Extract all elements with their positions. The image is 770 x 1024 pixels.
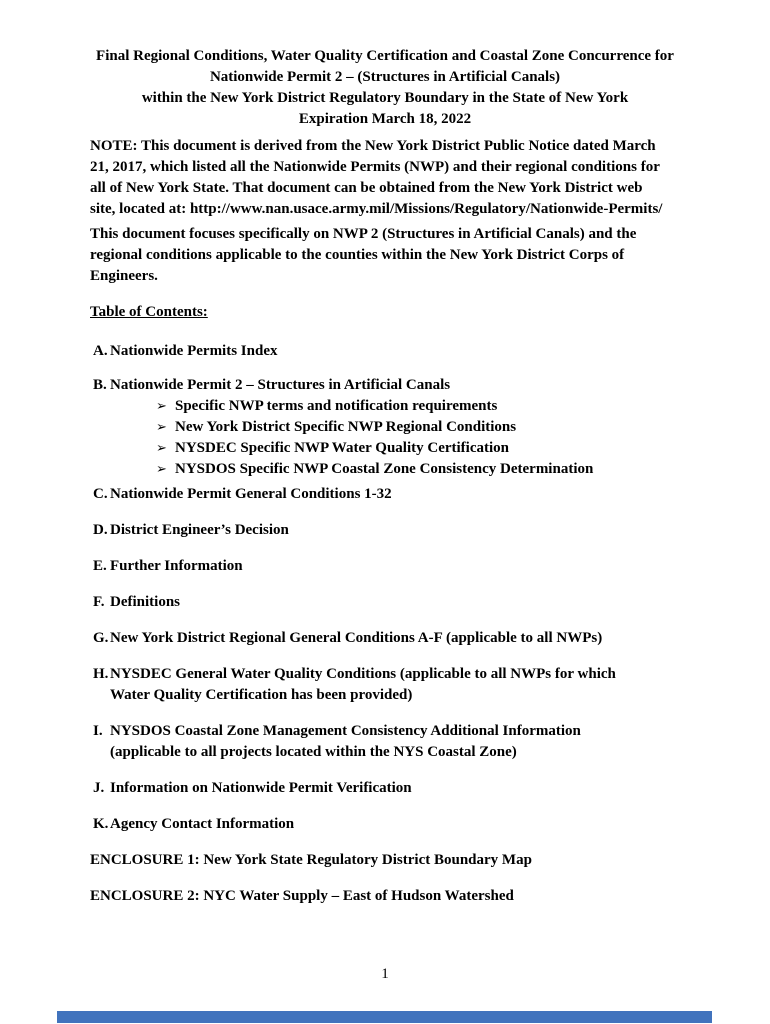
toc-item-label: B.: [93, 377, 107, 393]
toc-item-text: [110, 664, 616, 706]
toc-item-text: District Engineer’s Decision: [110, 522, 289, 538]
note-paragraph: [90, 136, 690, 220]
toc-item-text: Nationwide Permit 2 – Structures in Artificial Canals: [110, 377, 451, 393]
toc-item: [93, 484, 690, 505]
toc-sub-item: [156, 459, 690, 480]
focus-line: Engineers.: [90, 268, 158, 284]
toc-item-label: J.: [93, 780, 105, 796]
focus-line: regional conditions applicable to the counties within the New York District Corps of: [90, 247, 625, 263]
arrow-bullet-icon: ➢: [156, 420, 167, 435]
toc-item: [93, 556, 690, 577]
toc-item-group: [90, 375, 690, 480]
toc-item-text: Agency Contact Information: [110, 816, 295, 832]
arrow-bullet-icon: ➢: [156, 441, 167, 456]
title-line: Nationwide Permit 2 – (Structures in Artificial Canals): [209, 69, 561, 85]
toc-heading: Table of Contents:: [90, 304, 208, 320]
toc-item-text-line: NYSDEC General Water Quality Conditions (applicable to all NWPs for which: [110, 666, 616, 682]
title-line: Expiration March 18, 2022: [298, 111, 472, 127]
focus-paragraph: [90, 224, 690, 287]
toc-item-text: Further Information: [110, 558, 243, 574]
note-line: site, located at: http://www.nan.usace.army.mil/Missions/Regulatory/Nationwide-Permits/: [90, 201, 663, 217]
toc-item: [93, 520, 690, 541]
document-body: [90, 136, 690, 907]
toc-item-text-line: (applicable to all projects located within the NYS Coastal Zone): [110, 744, 517, 760]
toc-item: [93, 778, 690, 799]
toc-item-text-line: Water Quality Certification has been provided): [110, 687, 413, 703]
toc-item: [93, 721, 690, 763]
toc-sub-item-text: NYSDOS Specific NWP Coastal Zone Consistency Determination: [175, 461, 594, 477]
document-title: [0, 46, 770, 130]
toc-item: [93, 628, 690, 649]
page-number: 1: [381, 966, 389, 982]
title-line: within the New York District Regulatory Boundary in the State of New York: [141, 90, 629, 106]
toc-item-label: E.: [93, 558, 107, 574]
toc-item-text: [110, 721, 581, 763]
toc-sub-item-text: NYSDEC Specific NWP Water Quality Certification: [175, 440, 509, 456]
toc-item-text: Information on Nationwide Permit Verification: [110, 780, 412, 796]
toc-item: [93, 341, 690, 362]
toc-item-text: Definitions: [110, 594, 181, 610]
toc-item: [93, 814, 690, 835]
toc-sub-item: [156, 417, 690, 438]
focus-line: This document focuses specifically on NWP 2 (Structures in Artificial Canals) and the: [90, 226, 637, 242]
toc-item-label: D.: [93, 522, 108, 538]
footer-accent-bar: [57, 1011, 712, 1023]
arrow-bullet-icon: ➢: [156, 399, 167, 414]
toc-item-label: K.: [93, 816, 109, 832]
toc-sub-item-text: New York District Specific NWP Regional Conditions: [175, 419, 517, 435]
toc-item-label: I.: [93, 723, 103, 739]
toc-item-text: New York District Regional General Conditions A-F (applicable to all NWPs): [110, 630, 603, 646]
note-line: NOTE: This document is derived from the New York District Public Notice dated March: [90, 138, 656, 154]
title-line: Final Regional Conditions, Water Quality Certification and Coastal Zone Concurrence for: [96, 48, 674, 64]
toc-item-label: G.: [93, 630, 109, 646]
enclosure-line: ENCLOSURE 2: NYC Water Supply – East of Hudson Watershed: [90, 888, 514, 904]
toc-sub-item: [156, 396, 690, 417]
arrow-bullet-icon: ➢: [156, 462, 167, 477]
toc-item-label: H.: [93, 666, 109, 682]
toc-item-text: Nationwide Permit General Conditions 1-32: [110, 486, 392, 502]
toc-item-label: C.: [93, 486, 108, 502]
note-line: 21, 2017, which listed all the Nationwide Permits (NWP) and their regional conditions for: [90, 159, 660, 175]
toc-item-text: Nationwide Permits Index: [110, 343, 278, 359]
toc-item: [93, 375, 690, 396]
toc-item: [93, 592, 690, 613]
enclosure-line: ENCLOSURE 1: New York State Regulatory District Boundary Map: [90, 852, 532, 868]
note-line: all of New York State. That document can be obtained from the New York District web: [90, 180, 643, 196]
toc-item-text-line: NYSDOS Coastal Zone Management Consistency Additional Information: [110, 723, 581, 739]
toc-sub-item-text: Specific NWP terms and notification requirements: [175, 398, 498, 414]
toc-sub-item: [156, 438, 690, 459]
toc-item-label: F.: [93, 594, 105, 610]
toc-item: [93, 664, 690, 706]
toc-item-label: A.: [93, 343, 108, 359]
